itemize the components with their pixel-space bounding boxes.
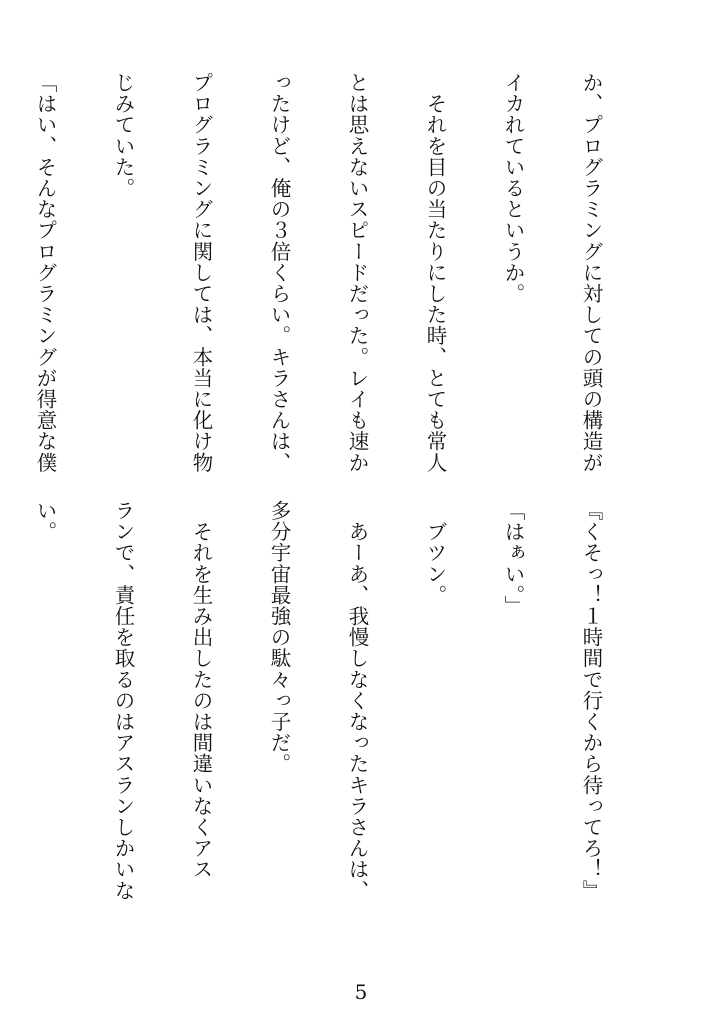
page-number: 5 [354,980,368,1004]
text-column: ランで、責任を取るのはアスランしかいな [111,500,135,901]
text-column: それを目の当たりにした時、とても常人 [423,72,447,473]
text-column: ったけど、俺の３倍くらい。キラさんは、 [267,72,291,473]
text-column: 多分宇宙最強の駄々っ子だ。 [267,500,291,775]
text-column: じみていた。 [111,72,135,199]
upper-text-block [0,72,656,482]
lower-text-block [0,500,656,975]
text-column: それを生み出したのは間違いなくアス [189,500,213,880]
text-column: い。 [33,500,57,543]
text-column: か、プログラミングに対しての頭の構造が [579,72,603,473]
text-column: あーあ、我慢しなくなったキラさんは、 [345,500,369,901]
text-column: イカれているというか。 [501,72,525,305]
text-column: 『くそっ！１時間で行くから待ってろ！』 [579,500,603,901]
text-column: とは思えないスピードだった。レイも速か [345,72,369,473]
text-column: 「はい、そんなプログラミングが得意な僕 [33,72,57,473]
text-column: プログラミングに関しては、本当に化け物 [189,72,213,473]
text-column: ブツン。 [423,500,447,606]
text-column: 「はぁい。」 [501,500,525,617]
